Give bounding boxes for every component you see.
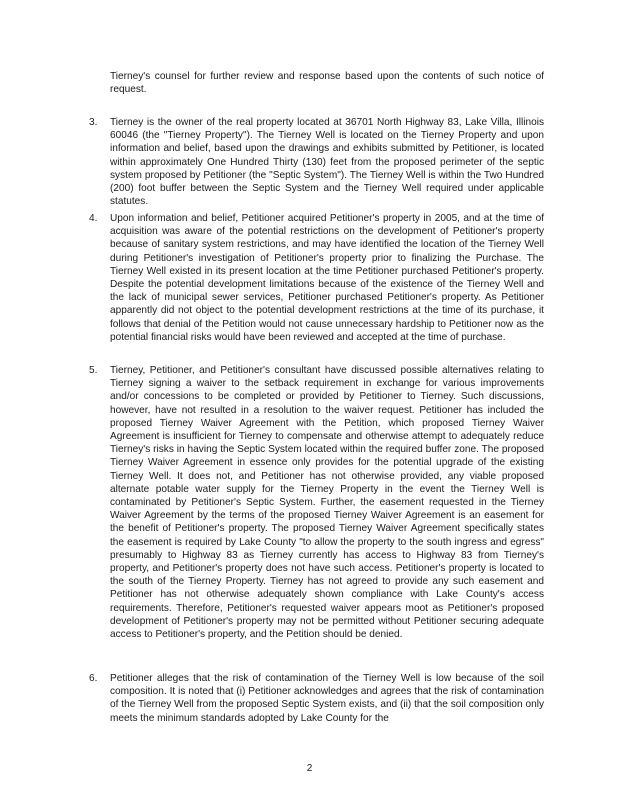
page-number: 2 — [306, 763, 313, 774]
paragraph-number-4: 4. — [89, 213, 98, 224]
continued-paragraph: Tierney's counsel for further review and response based upon the contents of such notice of request. — [110, 71, 544, 96]
paragraph-number-6: 6. — [89, 673, 98, 684]
paragraph-4: Upon information and belief, Petitioner acquired Petitioner's property in 2005, and at the time of acquisition was aware of the potential restrictions on the development of Petitioner's property because of sanitary system restrictions, and may have identified the location of the Tierney Well during Petitioner's investigation of Petitioner's property prior to finalizing the Purchase. The Tierney Well existed in its present location at the time Petitioner purchased Petitioner's property. Despite the potential development limitations because of the existence of the Tierney Well and the lack of municipal sewer services, Petitioner purchased Petitioner's property. As Petitioner apparently did not object to the potential development restrictions at the time of its purchase, it follows that denial of the Petition would not cause unnecessary hardship to Petitioner now as the potential financial risks would have been reviewed and accepted at the time of purchase. — [110, 213, 544, 343]
paragraph-5: Tierney, Petitioner, and Petitioner's consultant have discussed possible alternatives relating to Tierney signing a waiver to the setback requirement in exchange for various improvements and/or concessions to be completed or provided by Petitioner to Tierney. Such discussions, however, have not resulted in a resolution to the waiver request. Petitioner has included the proposed Tierney Waiver Agreement with the Petition, which proposed Tierney Waiver Agreement is insufficient for Tierney to compensate and otherwise attempt to adequately reduce Tierney's risks in having the Septic System located within the required buffer zone. The proposed Tierney Waiver Agreement in essence only provides for the potential upgrade of the existing Tierney Well. It does not, and Petitioner has not otherwise provided, any viable proposed alternate potable water supply for the Tierney Property in the event the Tierney Well is contaminated by Petitioner's Septic System. Further, the easement requested in the Tierney Waiver Agreement by the terms of the proposed Tierney Waiver Agreement is an easement for the benefit of Petitioner's property. The proposed Tierney Waiver Agreement specifically states the easement is required by Lake County "to allow the property to the south ingress and egress" presumably to Highway 83 as Tierney currently has access to Highway 83 from Tierney's property, and Petitioner's property does not have such access. Petitioner's property is located to the south of the Tierney Property. Tierney has not agreed to provide any such easement and Petitioner has not otherwise adequately shown compliance with Lake County's access requirements. Therefore, Petitioner's requested waiver appears moot as Petitioner's proposed development of Petitioner's property may not be permitted without Petitioner securing adequate access to Petitioner's property, and the Petition should be denied. — [110, 365, 544, 641]
paragraph-number-5: 5. — [89, 365, 98, 376]
paragraph-6: Petitioner alleges that the risk of contamination of the Tierney Well is low because of the soil composition. It is noted that (i) Petitioner acknowledges and agrees that the risk of contamination of the Tierney Well from the proposed Septic System exists, and (ii) that the soil composition only meets the minimum standards adopted by Lake County for the — [110, 673, 544, 724]
paragraph-number-3: 3. — [89, 117, 98, 128]
paragraph-3: Tierney is the owner of the real property located at 36701 North Highway 83, Lake Villa, Illinois 60046 (the "Tierney Property"). The Tierney Well is located on the Tierney Property and upon information and belief, based upon the drawings and exhibits submitted by Petitioner, is located within approximately One Hundred Thirty (130) feet from the proposed perimeter of the septic system proposed by Petitioner (the "Septic System"). The Tierney Well is within the Two Hundred (200) foot buffer between the Septic System and the Tierney Well required under applicable statutes. — [110, 117, 544, 208]
